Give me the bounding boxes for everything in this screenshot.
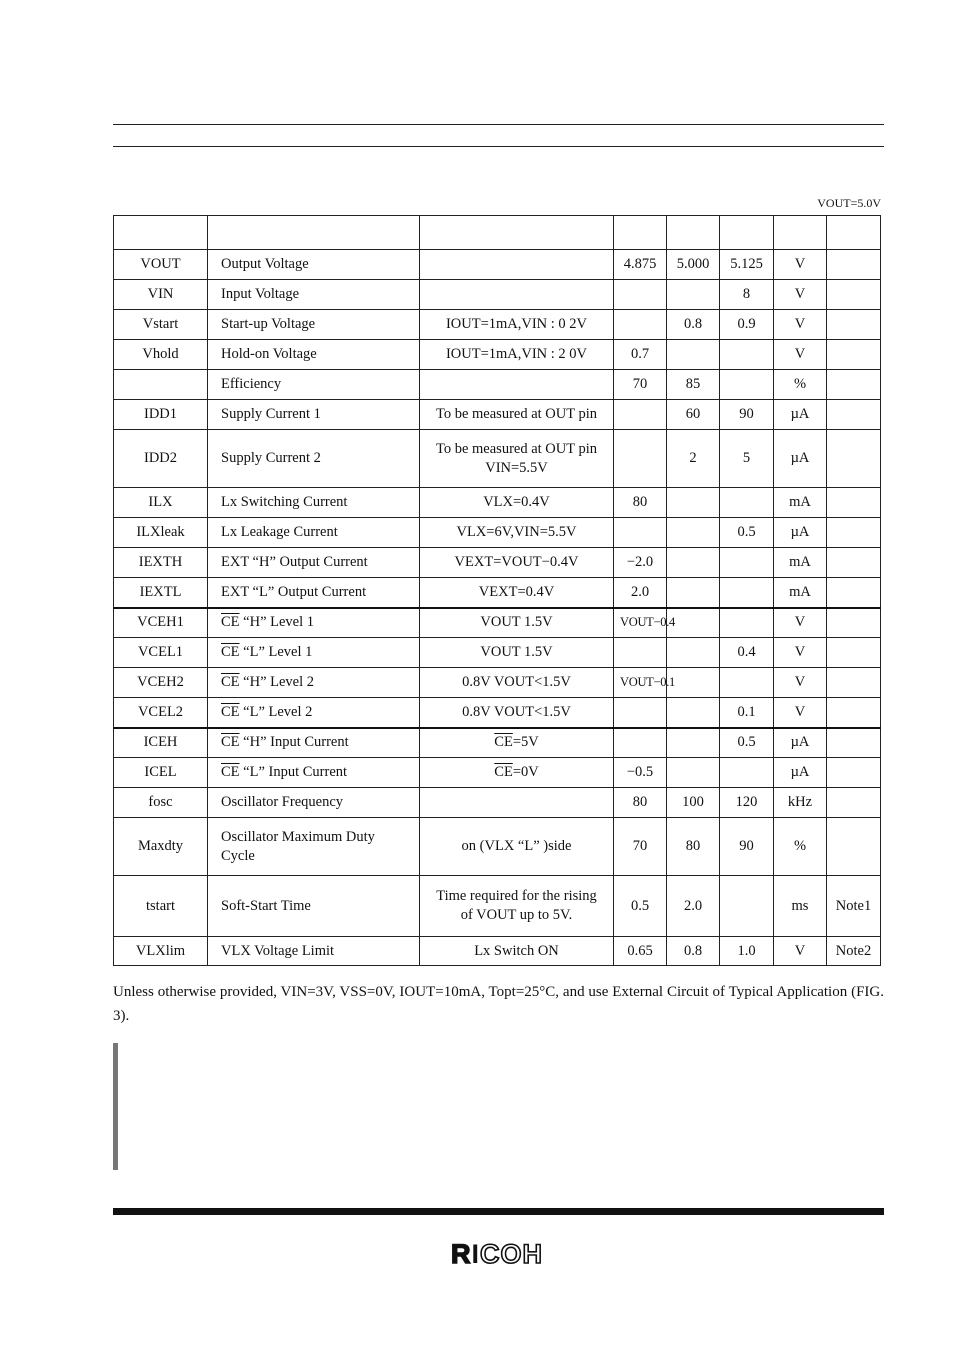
item-label: Oscillator Frequency: [221, 794, 344, 810]
cell-symbol: IDD1: [114, 400, 208, 430]
cell-typ: 0.8: [667, 937, 720, 966]
cell-typ: 85: [667, 370, 720, 400]
cell-max: 0.9: [720, 310, 774, 340]
table-row: [114, 668, 881, 698]
cell-note: [827, 430, 881, 488]
cell-condition: [420, 698, 614, 728]
cell-symbol: VCEH2: [114, 668, 208, 698]
cell-min: −2.0: [614, 548, 667, 578]
table-row: [114, 518, 881, 548]
cell-note: [827, 250, 881, 280]
cell-item: [208, 818, 420, 876]
cell-min: 70: [614, 818, 667, 876]
cell-min: [614, 280, 667, 310]
cell-symbol: tstart: [114, 876, 208, 937]
cell-symbol: VOUT: [114, 250, 208, 280]
cell-note: [827, 370, 881, 400]
cell-typ: [667, 698, 720, 728]
cell-symbol: Maxdty: [114, 818, 208, 876]
table-row: [114, 728, 881, 758]
condition-text: =5V: [512, 734, 539, 751]
cell-item: [208, 280, 420, 310]
item-label: Start-up Voltage: [221, 316, 316, 332]
cell-condition: [420, 340, 614, 370]
cell-max: 0.4: [720, 638, 774, 668]
item-label: Lx Leakage Current: [221, 524, 338, 540]
cell-min: 0.7: [614, 340, 667, 370]
cell-min: 80: [614, 488, 667, 518]
cell-typ: 60: [667, 400, 720, 430]
ce-overline-label: $\overline{CE}$: [221, 734, 240, 751]
header-max: [720, 216, 774, 250]
table-row: [114, 818, 881, 876]
item-label: Efficiency: [221, 376, 282, 392]
cell-symbol: VCEL1: [114, 638, 208, 668]
cell-item: [208, 488, 420, 518]
cell-item: [208, 788, 420, 818]
cell-max: 8: [720, 280, 774, 310]
cell-note: [827, 548, 881, 578]
cell-typ: [667, 280, 720, 310]
cell-note: Note2: [827, 937, 881, 966]
cell-condition: [420, 518, 614, 548]
cell-note: [827, 310, 881, 340]
header-item: [208, 216, 420, 250]
cell-max: [720, 548, 774, 578]
ce-overline-label: $\overline{CE}$: [221, 614, 240, 631]
cell-symbol: Vstart: [114, 310, 208, 340]
notes-side-bar: [113, 1043, 118, 1170]
cell-unit: %: [774, 370, 827, 400]
item-label: “H” Level 1: [243, 614, 315, 631]
cell-max: 5: [720, 430, 774, 488]
item-label: VLX Voltage Limit: [221, 942, 335, 959]
cell-item: [208, 668, 420, 698]
cell-note: [827, 788, 881, 818]
item-label: “L” Input Current: [243, 764, 348, 780]
cell-unit: V: [774, 668, 827, 698]
cell-unit: mA: [774, 578, 827, 608]
cell-unit: V: [774, 638, 827, 668]
item-label: “L” Level 2: [243, 703, 313, 720]
cell-note: [827, 698, 881, 728]
condition-text: on (VLX “L” )side: [461, 838, 572, 854]
item-label: Hold-on Voltage: [221, 346, 317, 362]
table-row: [114, 548, 881, 578]
cell-item: [208, 638, 420, 668]
cell-typ: [667, 758, 720, 788]
table-row: [114, 698, 881, 728]
cell-max: [720, 370, 774, 400]
cell-note: [827, 728, 881, 758]
table-header-row: [114, 216, 881, 250]
cell-max: [720, 668, 774, 698]
cell-min: 2.0: [614, 578, 667, 608]
cell-unit: %: [774, 818, 827, 876]
cell-condition: [420, 578, 614, 608]
table-row: [114, 400, 881, 430]
cell-max: [720, 876, 774, 937]
cell-symbol: IDD2: [114, 430, 208, 488]
cell-note: [827, 818, 881, 876]
condition-text: =0V: [512, 764, 539, 780]
cell-unit: V: [774, 250, 827, 280]
cell-max: 0.1: [720, 698, 774, 728]
cell-typ: [667, 518, 720, 548]
cell-min: 70: [614, 370, 667, 400]
condition-text-line2: of VOUT up to 5V.: [460, 907, 573, 923]
item-label: “H” Input Current: [243, 734, 349, 751]
cell-condition: [420, 876, 614, 937]
cell-min: [614, 400, 667, 430]
cell-typ: [667, 548, 720, 578]
condition-text: VOUT 1.5V: [480, 644, 553, 660]
header-symbol: [114, 216, 208, 250]
cell-symbol: IEXTH: [114, 548, 208, 578]
cell-item: [208, 548, 420, 578]
cell-note: [827, 638, 881, 668]
item-label: Lx Switching Current: [221, 494, 348, 510]
item-label: “L” Level 1: [243, 644, 313, 660]
cell-typ: 5.000: [667, 250, 720, 280]
cell-symbol: ICEH: [114, 728, 208, 758]
cell-symbol: ICEL: [114, 758, 208, 788]
table-row: [114, 937, 881, 966]
cell-unit: µA: [774, 430, 827, 488]
cell-symbol: VCEL2: [114, 698, 208, 728]
cell-item: [208, 518, 420, 548]
condition-text: Lx Switch ON: [474, 942, 559, 959]
cell-max: [720, 758, 774, 788]
cell-symbol: ILXleak: [114, 518, 208, 548]
cell-max: [720, 340, 774, 370]
cell-unit: ms: [774, 876, 827, 937]
cell-min: VOUT−0.4: [614, 608, 667, 638]
cell-item: [208, 698, 420, 728]
cell-min: VOUT−0.1: [614, 668, 667, 698]
cell-unit: µA: [774, 518, 827, 548]
table-row: [114, 638, 881, 668]
cell-condition: [420, 788, 614, 818]
cell-item: [208, 578, 420, 608]
table-row: [114, 430, 881, 488]
item-label: “H” Level 2: [243, 674, 315, 690]
cell-min: [614, 698, 667, 728]
item-label-line2: Cycle: [221, 847, 255, 864]
cell-typ: [667, 340, 720, 370]
header-typ: [667, 216, 720, 250]
cell-symbol: [114, 370, 208, 400]
cell-condition: [420, 488, 614, 518]
condition-text: 0.8V VOUT<1.5V: [462, 674, 571, 690]
cell-item: [208, 937, 420, 966]
cell-max: [720, 608, 774, 638]
cell-typ: 2: [667, 430, 720, 488]
condition-text: VLX=6V,VIN=5.5V: [456, 524, 577, 540]
condition-text: To be measured at OUT pin: [436, 406, 597, 422]
cell-max: 120: [720, 788, 774, 818]
item-label: Supply Current 1: [221, 406, 321, 422]
cell-condition: [420, 638, 614, 668]
cell-note: [827, 668, 881, 698]
condition-text: Time required for the rising: [436, 888, 597, 904]
header-rule-top: [113, 124, 884, 125]
condition-text: 0.8V VOUT<1.5V: [462, 703, 571, 720]
cell-condition: [420, 280, 614, 310]
condition-text: IOUT=1mA,VIN : 2 0V: [445, 346, 588, 362]
cell-min: 80: [614, 788, 667, 818]
cell-typ: [667, 488, 720, 518]
cell-unit: mA: [774, 488, 827, 518]
cell-condition: [420, 310, 614, 340]
cell-item: [208, 758, 420, 788]
item-label: Supply Current 2: [221, 450, 321, 466]
cell-typ: 100: [667, 788, 720, 818]
cell-note: [827, 488, 881, 518]
cell-condition: [420, 758, 614, 788]
cell-min: [614, 518, 667, 548]
cell-note: Note1: [827, 876, 881, 937]
cell-note: [827, 280, 881, 310]
condition-text-line2: VIN=5.5V: [485, 459, 548, 476]
cell-unit: mA: [774, 548, 827, 578]
cell-item: [208, 250, 420, 280]
cell-item: [208, 430, 420, 488]
table-row: [114, 608, 881, 638]
item-label: Input Voltage: [221, 286, 300, 302]
condition-ce-overline: $\overline{CE}$: [494, 734, 513, 751]
cell-item: [208, 728, 420, 758]
cell-condition: [420, 400, 614, 430]
cell-typ: [667, 638, 720, 668]
cell-note: [827, 400, 881, 430]
table-row: [114, 370, 881, 400]
cell-symbol: VCEH1: [114, 608, 208, 638]
cell-condition: [420, 818, 614, 876]
cell-min: 0.65: [614, 937, 667, 966]
cell-typ: 0.8: [667, 310, 720, 340]
ricoh-logo: R I C O H: [450, 1238, 544, 1269]
item-label: EXT “L” Output Current: [221, 583, 367, 600]
cell-max: [720, 488, 774, 518]
footnote-conditions: Unless otherwise provided, VIN=3V, VSS=0V, IOUT=10mA, Topt=25°C, and use External Circuit of Typical Application (FIG. 3).: [113, 984, 884, 1024]
cell-unit: V: [774, 608, 827, 638]
ce-overline-label: $\overline{CE}$: [221, 644, 240, 660]
cell-min: 4.875: [614, 250, 667, 280]
table-row: [114, 340, 881, 370]
cell-item: [208, 310, 420, 340]
cell-unit: µA: [774, 728, 827, 758]
cell-max: 90: [720, 400, 774, 430]
ce-overline-label: $\overline{CE}$: [221, 674, 240, 690]
condition-text: VLX=0.4V: [483, 494, 550, 510]
footer-rule: [113, 1208, 884, 1215]
cell-condition: [420, 548, 614, 578]
cell-item: [208, 608, 420, 638]
cell-min: [614, 310, 667, 340]
cell-unit: V: [774, 310, 827, 340]
header-min: [614, 216, 667, 250]
condition-text: VEXT=0.4V: [478, 583, 555, 600]
ce-overline-label: $\overline{CE}$: [221, 703, 240, 720]
condition-ce-overline: $\overline{CE}$: [494, 764, 513, 780]
cell-symbol: IEXTL: [114, 578, 208, 608]
cell-max: 5.125: [720, 250, 774, 280]
cell-note: [827, 758, 881, 788]
condition-text: To be measured at OUT pin: [436, 440, 597, 457]
cell-item: [208, 370, 420, 400]
item-label: Oscillator Maximum Duty: [221, 828, 375, 845]
cell-max: 0.5: [720, 518, 774, 548]
cell-condition: [420, 250, 614, 280]
header-rule-bottom: [113, 146, 884, 147]
table-row: [114, 788, 881, 818]
table-row: [114, 876, 881, 937]
cell-item: [208, 400, 420, 430]
cell-unit: V: [774, 280, 827, 310]
item-label: Output Voltage: [221, 256, 309, 272]
cell-typ: [667, 728, 720, 758]
condition-note: VOUT=5.0V: [817, 196, 881, 210]
item-label: Soft-Start Time: [221, 897, 311, 914]
cell-max: 1.0: [720, 937, 774, 966]
cell-min: 0.5: [614, 876, 667, 937]
cell-note: [827, 518, 881, 548]
cell-unit: V: [774, 937, 827, 966]
condition-text: VOUT 1.5V: [480, 614, 553, 631]
cell-note: [827, 578, 881, 608]
cell-condition: [420, 608, 614, 638]
table-row: [114, 280, 881, 310]
cell-condition: [420, 937, 614, 966]
cell-note: [827, 608, 881, 638]
table-row: [114, 758, 881, 788]
header-note: [827, 216, 881, 250]
ce-overline-label: $\overline{CE}$: [221, 764, 240, 780]
cell-condition: [420, 668, 614, 698]
cell-item: [208, 876, 420, 937]
cell-symbol: Vhold: [114, 340, 208, 370]
cell-note: [827, 340, 881, 370]
table-row: [114, 578, 881, 608]
cell-typ: [667, 578, 720, 608]
cell-condition: [420, 370, 614, 400]
cell-item: [208, 340, 420, 370]
condition-text: IOUT=1mA,VIN : 0 2V: [445, 316, 588, 332]
cell-min: −0.5: [614, 758, 667, 788]
header-conditions: [420, 216, 614, 250]
cell-min: [614, 638, 667, 668]
cell-max: [720, 578, 774, 608]
cell-symbol: ILX: [114, 488, 208, 518]
cell-symbol: VLXlim: [114, 937, 208, 966]
cell-symbol: VIN: [114, 280, 208, 310]
cell-unit: µA: [774, 400, 827, 430]
table-row: [114, 488, 881, 518]
cell-unit: V: [774, 340, 827, 370]
cell-condition: [420, 430, 614, 488]
electrical-characteristics-table: [113, 215, 881, 966]
cell-typ: 2.0: [667, 876, 720, 937]
cell-unit: V: [774, 698, 827, 728]
cell-typ: 80: [667, 818, 720, 876]
cell-min: [614, 430, 667, 488]
cell-condition: [420, 728, 614, 758]
condition-text: VEXT=VOUT−0.4V: [454, 554, 579, 570]
cell-unit: µA: [774, 758, 827, 788]
header-unit: [774, 216, 827, 250]
cell-symbol: fosc: [114, 788, 208, 818]
cell-max: 90: [720, 818, 774, 876]
item-label: EXT “H” Output Current: [221, 554, 368, 570]
table-row: [114, 310, 881, 340]
cell-unit: kHz: [774, 788, 827, 818]
cell-min: [614, 728, 667, 758]
cell-max: 0.5: [720, 728, 774, 758]
table-row: [114, 250, 881, 280]
